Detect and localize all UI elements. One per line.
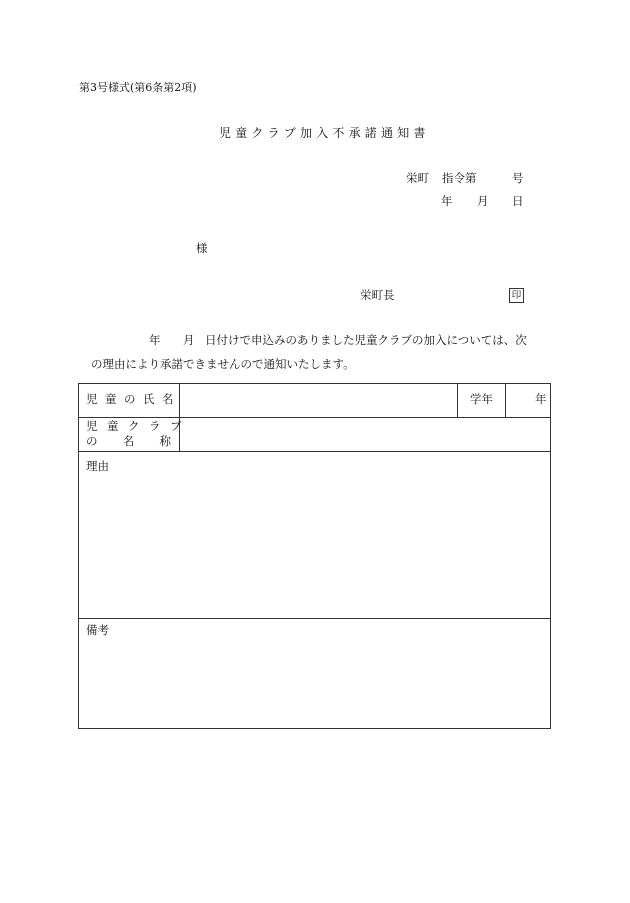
club-name-label-line-2: [86, 436, 171, 448]
club-name-label-char: の: [86, 434, 98, 448]
grade-unit: 年: [535, 392, 547, 406]
office-name: 栄町: [406, 171, 429, 185]
issue-date-day: 日: [512, 194, 524, 208]
club-name-label-line-1: 児童クラブ: [86, 419, 191, 433]
remarks-label: 備考: [86, 623, 109, 637]
applied-month: 月: [183, 333, 195, 347]
table-rule: [505, 384, 506, 417]
issue-date-year: 年: [441, 194, 453, 208]
child-name-label: 児童の氏名: [86, 392, 181, 406]
issuer-title: 栄町長: [360, 288, 395, 302]
club-name-field: [180, 418, 550, 450]
form-number: 第3号様式(第6条第2項): [79, 81, 197, 94]
notice-body-text-1: 日付けで申込みのありました児童クラブの加入については、次: [205, 333, 527, 347]
document-title: 児童クラブ加入不承諾通知書: [219, 126, 430, 140]
child-name-field: [180, 385, 456, 416]
notice-form-table: [78, 383, 551, 729]
grade-label: 学年: [470, 392, 493, 406]
seal-mark: 印: [509, 288, 524, 303]
issue-date-month: 月: [477, 194, 489, 208]
recipient-honorific: 様: [196, 241, 208, 255]
table-rule: [457, 384, 458, 417]
reason-field: [80, 452, 550, 617]
notice-body-line-2: の理由により承諾できませんので通知いたします。: [91, 357, 355, 371]
reason-label: 理由: [86, 459, 109, 473]
remarks-field: [80, 619, 550, 727]
applied-year: 年: [149, 333, 161, 347]
club-name-label-char: 名: [122, 434, 135, 448]
reference-number-label: 指令第: [442, 171, 477, 185]
reference-number-suffix: 号: [512, 171, 524, 185]
club-name-label-char: 称: [159, 434, 171, 448]
